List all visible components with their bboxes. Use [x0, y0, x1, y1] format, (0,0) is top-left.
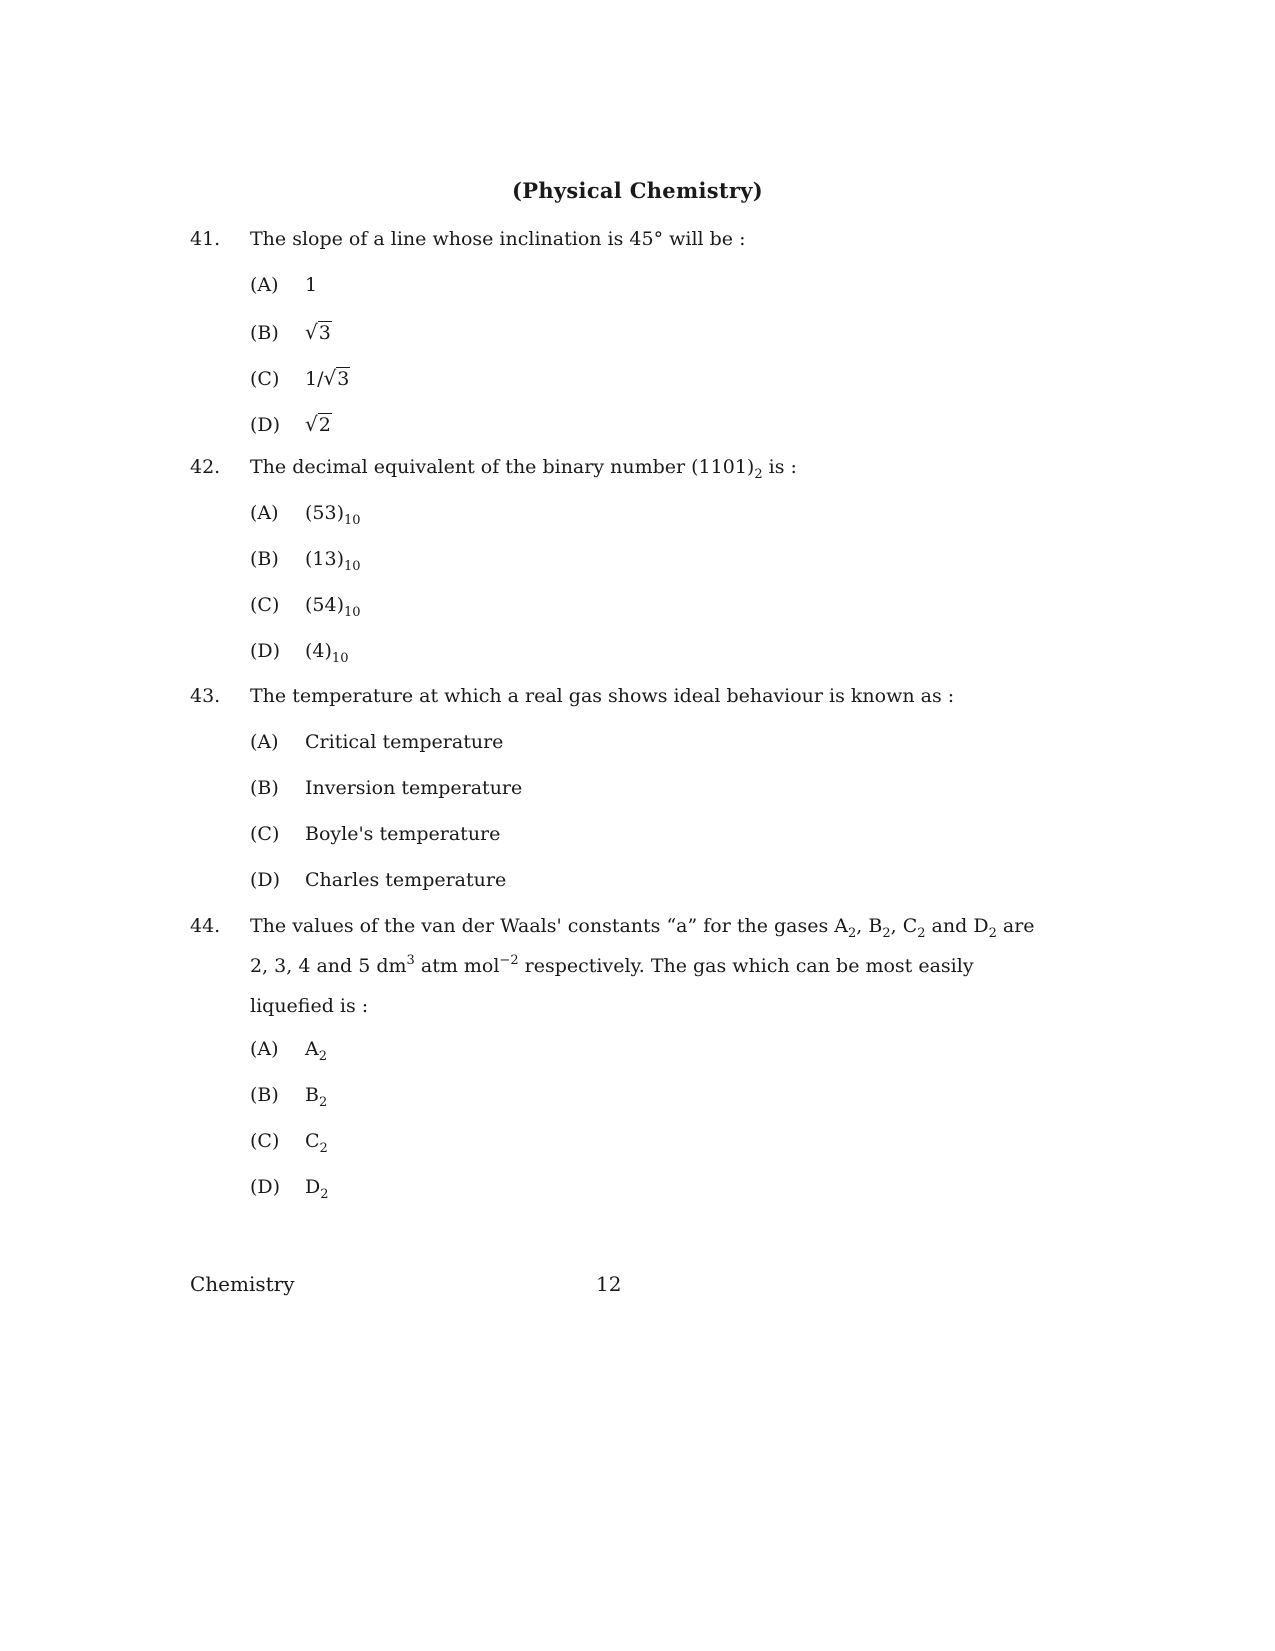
option-prefix: 1/ — [305, 368, 324, 390]
question-text: The temperature at which a real gas shows ideal behaviour is known as : — [250, 685, 955, 707]
option-value: Charles temperature — [305, 869, 507, 891]
option-value: (4) — [305, 640, 332, 662]
option-value: D — [305, 1176, 321, 1198]
option-label: (C) — [250, 594, 280, 616]
option-label: (A) — [250, 1038, 279, 1060]
option-label: (C) — [250, 823, 280, 845]
option-subscript: 2 — [319, 1141, 328, 1156]
option-value: (54) — [305, 594, 345, 616]
option-value: A — [305, 1038, 319, 1060]
option-label: (C) — [250, 1130, 280, 1152]
option-value: Boyle's temperature — [305, 823, 501, 845]
option-value: B — [305, 1084, 319, 1106]
option-subscript: 2 — [320, 1187, 329, 1202]
section-title: (Physical Chemistry) — [512, 178, 763, 203]
footer-subject: Chemistry — [190, 1272, 295, 1296]
option-subscript: 2 — [318, 1095, 328, 1110]
question-text: The slope of a line whose inclination is 45° will be : — [250, 228, 746, 250]
question-number: 41. — [190, 228, 221, 250]
question-number: 43. — [190, 685, 221, 707]
question-number: 42. — [190, 456, 221, 478]
question-text: The decimal equivalent of the binary number $(1101)_2$ is : — [250, 456, 797, 482]
option-subscript: 10 — [344, 605, 361, 620]
option-label: (A) — [250, 502, 279, 524]
option-label: (D) — [250, 1176, 281, 1198]
option-label: (B) — [250, 548, 279, 570]
option-subscript: 2 — [318, 1049, 328, 1064]
option-value: (13) — [305, 548, 345, 570]
square-root: √3 — [305, 320, 331, 344]
option-label: (D) — [250, 414, 281, 436]
question-text: The values of the van der Waals' constants “a” for the gases $A_2$, $B_2$, $C_2$ and $D_2$ are 2, 3, 4 and 5 $dm^3$ atm mol$^{-2}$ respectively. The gas which can be most easily liquefied is : — [250, 915, 1035, 1017]
option-label: (C) — [250, 368, 280, 390]
option-subscript: 10 — [331, 651, 349, 666]
option-label: (B) — [250, 777, 279, 799]
option-value: 1 — [305, 274, 318, 296]
option-value: C — [305, 1130, 320, 1152]
option-value: Inversion temperature — [305, 777, 523, 799]
option-label: (D) — [250, 640, 281, 662]
option-label: (D) — [250, 869, 281, 891]
option-subscript: 10 — [344, 559, 361, 574]
option-label: (A) — [250, 731, 279, 753]
option-label: (B) — [250, 1084, 279, 1106]
page-number: 12 — [596, 1272, 622, 1296]
option-label: (A) — [250, 274, 279, 296]
option-value: (53) — [305, 502, 345, 524]
question-number: 44. — [190, 915, 221, 937]
square-root: √2 — [305, 412, 331, 436]
option-label: (B) — [250, 322, 279, 344]
square-root: √3 — [323, 366, 350, 390]
option-subscript: 10 — [344, 513, 361, 528]
option-value: Critical temperature — [305, 731, 504, 753]
